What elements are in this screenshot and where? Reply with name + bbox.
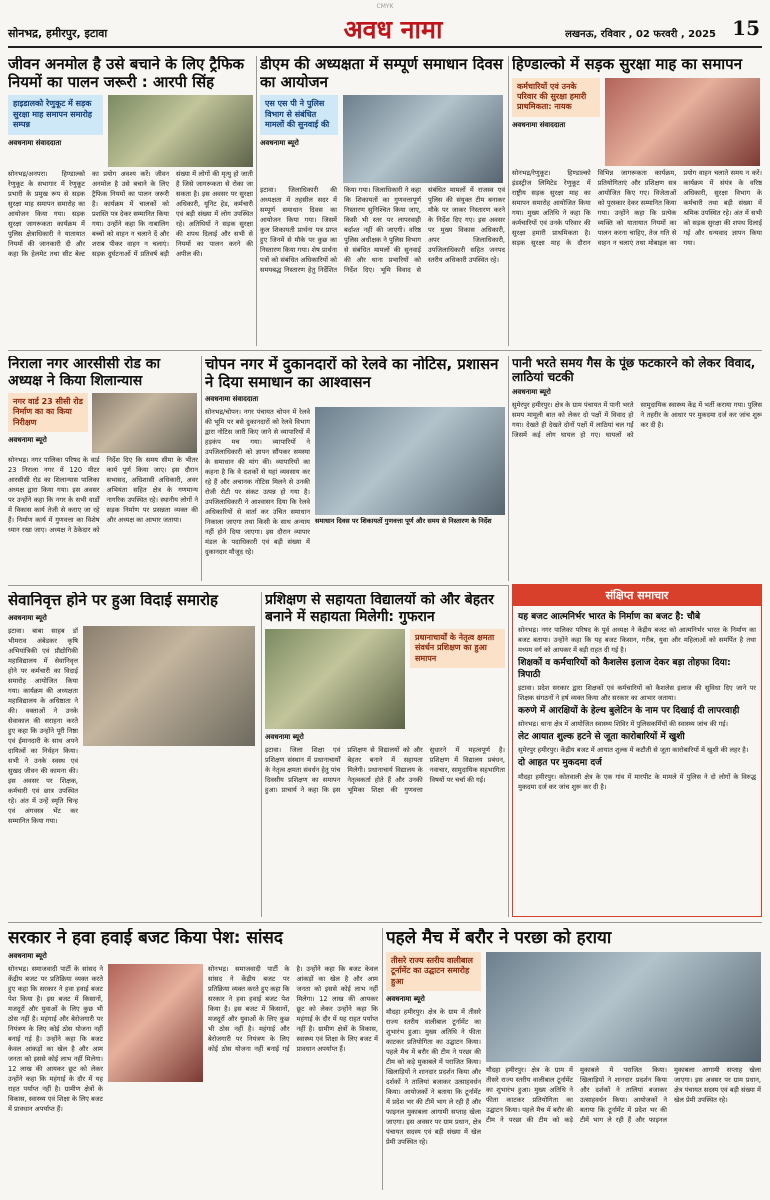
photo <box>265 629 405 729</box>
article-body: सोनभद्र/अनपरा। हिण्डाल्को रेणुकूट के सभागार में रेणुकूट प्रभारी के प्रमुख रूप से सड़क सुरक्षा माह समापन समारोह का आयोजन किया गया। सड़क सुरक्षा जागरूकता कार्यक्रम में पुलिस क्षेत्राधिकारी ने यातायात नियमों की जानकारी दी और कहा कि हेलमेट तथा सीट बेल्ट का प्रयोग अवश्य करें। जीवन अनमोल है उसे बचाने के लिए ट्रैफिक नियमों का पालन जरूरी है। कार्यक्रम में चालकों को प्रशस्ति पत्र देकर सम्मानित किया गया। उन्होंने कहा कि नाबालिग बच्चों को वाहन न चलाने दें और शराब पीकर वाहन न चलाएं। सड़क दुर्घटनाओं में प्रतिवर्ष बड़ी संख्या में लोगों की मृत्यु हो जाती है जिसे जागरूकता से रोका जा सकता है। इस अवसर पर सुरक्षा अधिकारी, यूनिट हेड, कर्मचारी एवं बड़ी संख्या में लोग उपस्थित रहे। अतिथियों ने सड़क सुरक्षा की शपथ दिलाई और सभी से नियमों का पालन करने की अपील की। <box>8 170 253 259</box>
photo <box>108 95 253 167</box>
brief-text: इटावा। प्रदेश सरकार द्वारा शिक्षकों एवं कर्मचारियों को कैशलेस इलाज की सुविधा दिए जाने पर शिक्षक संगठनों ने हर्ष व्यक्त किया और सरकार का आभार जताया। <box>518 683 756 702</box>
article-body: सोनभद्र/चोपन। नगर पंचायत चोपन में रेलवे की भूमि पर बसे दुकानदारों को रेलवे विभाग द्वारा नोटिस जारी किए जाने से व्यापारियों में हड़कंप मच गया। व्यापारियों ने उपजिलाधिकारी को ज्ञापन सौंपकर समस्या के समाधान की मांग की। व्यापारियों का कहना है कि वे दशकों से यहां व्यवसाय कर रहे हैं और अचानक नोटिस मिलने से उनकी रोजी रोटी पर संकट उत्पन्न हो गया है। उपजिलाधिकारी ने आश्वासन दिया कि रेलवे अधिकारियों से वार्ता कर उचित समाधान निकाला जाएगा तथा किसी के साथ अन्याय नहीं होने दिया जाएगा। इस दौरान व्यापार मंडल के पदाधिकारी एवं बड़ी संख्या में दुकानदार मौजूद रहे। <box>205 408 310 557</box>
article-budget-sansad <box>8 928 378 1190</box>
cmyk-mark: CMYK <box>376 3 394 10</box>
article-body: सुमेरपुर हमीरपुर। क्षेत्र के ग्राम पंचायत में पानी भरते समय मामूली बात को लेकर दो पक्षों में विवाद हो गया। देखते ही देखते दोनों पक्षों में लाठियां चल गईं जिसमें कई लोग घायल हो गए। घायलों को सामुदायिक स्वास्थ्य केंद्र में भर्ती कराया गया। पुलिस ने तहरीर के आधार पर मुकदमा दर्ज कर जांच शुरू कर दी है। <box>512 401 762 440</box>
brief-text: सुमेरपुर हमीरपुर। केंद्रीय बजट में आयात शुल्क में कटौती से जूता कारोबारियों में खुशी की लहर है। <box>518 746 749 755</box>
subheading: तीसरे राज्य स्तरीय वालीबाल टूर्नामेंट का उद्घाटन समारोह हुआ <box>386 952 481 991</box>
photo <box>92 393 197 453</box>
byline: अवधनामा ब्यूरो <box>386 995 425 1004</box>
brief-headline: दो आहत पर मुकदमा दर्ज <box>518 758 602 769</box>
article-pani-vivad <box>512 356 762 581</box>
article-hindalco <box>512 56 762 346</box>
brief-headline: शिक्षकों व कर्मचारियों को कैशलेस इलाज देकर बड़ा तोहफा दिया: त्रिपाठी <box>518 658 731 680</box>
article-chopan-notice <box>205 356 505 581</box>
brief-text: सोनभद्र। थाना क्षेत्र में आयोजित स्वास्थ्य शिविर में पुलिसकर्मियों की स्वास्थ्य जांच की गई। <box>518 720 729 728</box>
byline: अवधनामा ब्यूरो <box>265 733 304 742</box>
photo-caption: समाधान दिवस पर शिकायतों गुणवत्ता पूर्ण और समय से निस्तारण के निर्देश <box>315 517 492 526</box>
article-body: इटावा। जिला शिक्षा एवं प्रशिक्षण संस्थान में प्रधानाचार्यों के नेतृत्व क्षमता संवर्धन हेतु पांच दिवसीय प्रशिक्षण का समापन हुआ। प्राचार्य ने कहा कि इस प्रशिक्षण से विद्यालयों को और बेहतर बनाने में सहायता मिलेगी। प्रधानाचार्य विद्यालय के नेतृत्वकर्ता होते हैं और उनकी भूमिका शिक्षा की गुणवत्ता सुधारने में महत्वपूर्ण है। प्रशिक्षण में विद्यालय प्रबंधन, नवाचार, सामुदायिक सहभागिता विषयों पर चर्चा की गई। <box>265 746 505 795</box>
photo <box>343 95 503 183</box>
brief-text: सोनभद्र। नगर पालिका परिषद के पूर्व अध्यक्ष ने केंद्रीय बजट को आत्मनिर्भर भारत के निर्माण का बजट बताया। उन्होंने कहा कि यह बजट किसान, गरीब, युवा और महिलाओं को समर्पित है तथा मध्यम वर्ग को आयकर में बड़ी राहत दी गई है। <box>518 626 756 655</box>
article-body: सोनभद्र/रेणुकूट। हिण्डाल्को इंडस्ट्रीज लिमिटेड रेणुकूट में राष्ट्रीय सड़क सुरक्षा माह का समापन समारोह आयोजित किया गया। मुख्य अतिथि ने कहा कि कर्मचारियों एवं उनके परिवार की सुरक्षा हमारी प्राथमिकता है। सड़क सुरक्षा माह के दौरान विभिन्न जागरूकता कार्यक्रम, प्रतियोगिताएं और प्रशिक्षण सत्र आयोजित किए गए। विजेताओं को पुरस्कार देकर सम्मानित किया गया। उन्होंने कहा कि प्रत्येक व्यक्ति को यातायात नियमों का पालन करना चाहिए, तेज गति से वाहन न चलाएं तथा मोबाइल का प्रयोग वाहन चलाते समय न करें। कार्यक्रम में संयंत्र के वरिष्ठ अधिकारी, सुरक्षा विभाग के कर्मचारी तथा बड़ी संख्या में श्रमिक उपस्थित रहे। अंत में सभी को सड़क सुरक्षा की शपथ दिलाई गई और धन्यवाद ज्ञापन किया गया। <box>512 168 762 247</box>
byline: अवधनामा संवाददाता <box>8 138 62 147</box>
match-photo <box>486 952 761 1062</box>
headline: डीएम की अध्यक्षता में सम्पूर्ण समाधान दिवस का आयोजन <box>260 56 503 91</box>
article-prashikshan <box>265 592 505 917</box>
edition-location: सोनभद्र, हमीरपुर, इटावा <box>8 27 108 40</box>
headline: जीवन अनमोल है उसे बचाने के लिए ट्रैफिक नियमों का पालन जरूरी : आरपी सिंह <box>8 56 245 91</box>
headline: प्रशिक्षण से सहायता विद्यालयों को और बेहतर बनाने में सहायता मिलेगी: गुफरान <box>265 592 494 625</box>
article-body-cont: सोनभद्र। समाजवादी पार्टी के सांसद ने केंद्रीय बजट पर प्रतिक्रिया व्यक्त करते हुए कहा कि सरकार ने हवा हवाई बजट पेश किया है। इस बजट में किसानों, मजदूरों और युवाओं के लिए कुछ भी ठोस नहीं है। महंगाई और बेरोजगारी पर नियंत्रण के लिए कोई ठोस योजना नहीं बनाई गई है। उन्होंने कहा कि बजट केवल आंकड़ों का खेल है और आम जनता को इससे कोई लाभ नहीं मिलेगा। 12 लाख की आयकर छूट को लेकर उन्होंने कहा कि महंगाई के दौर में यह राहत पर्याप्त नहीं है। ग्रामीण क्षेत्रों के विकास, स्वास्थ्य एवं शिक्षा के लिए बजट में प्रावधान अपर्याप्त हैं। <box>208 965 378 1054</box>
headline: हिण्डाल्को में सड़क सुरक्षा माह का समापन <box>512 56 743 73</box>
brief-text: मौदहा हमीरपुर। कोतवाली क्षेत्र के एक गांव में मारपीट के मामले में पुलिस ने दो लोगों के विरुद्ध मुकदमा दर्ज कर जांच शुरू कर दी है। <box>518 772 756 791</box>
mp-photo <box>108 964 203 1082</box>
subheading: हाइडालको रेणुकूट में सड़क सुरक्षा माह समापन समारोह सम्पन्न <box>8 95 103 134</box>
brief-headline: लेट आयात शुल्क हटने से जूता कारोबारियों में खुशी <box>518 732 685 742</box>
byline: अवधनामा ब्यूरो <box>260 138 299 147</box>
headline: सेवानिवृत्त होने पर हुआ विदाई समारोह <box>8 592 218 609</box>
article-nirala-nagar <box>8 356 198 581</box>
brief-news-box <box>512 584 762 917</box>
subheading: एस एस पी ने पुलिस विभाग से संबंधित मामलों की सुनवाई की <box>260 95 338 134</box>
headline: चोपन नगर में दुकानदारों को रेलवे का नोटिस, प्रशासन ने दिया समाधान का आश्वासन <box>205 356 499 391</box>
subheading: कर्मचारियों एवं उनके परिवार की सुरक्षा हमारी प्राथमिकता: नायक <box>512 78 600 117</box>
box-title: संक्षिप्त समाचार <box>513 585 761 606</box>
article-body: इटावा। जिलाधिकारी की अध्यक्षता में तहसील सदर में सम्पूर्ण समाधान दिवस का आयोजन किया गया। जिसमें कुल शिकायती प्रार्थना पत्र प्राप्त हुए जिनमें से मौके पर कुछ का निस्तारण किया गया। शेष प्रार्थना पत्रों को संबंधित अधिकारियों को समयबद्ध निस्तारण हेतु निर्देशित किया गया। जिलाधिकारी ने कहा कि शिकायतों का गुणवत्तापूर्ण निस्तारण सुनिश्चित किया जाए, किसी भी स्तर पर लापरवाही बर्दाश्त नहीं की जाएगी। वरिष्ठ पुलिस अधीक्षक ने पुलिस विभाग से संबंधित मामलों की सुनवाई की और थाना प्रभारियों को निर्देश दिए। भूमि विवाद से संबंधित मामलों में राजस्व एवं पुलिस की संयुक्त टीम बनाकर मौके पर जाकर निस्तारण करने के निर्देश दिए गए। इस अवसर पर मुख्य विकास अधिकारी, अपर जिलाधिकारी, उपजिलाधिकारी सहित जनपद स्तरीय अधिकारी उपस्थित रहे। <box>260 186 505 275</box>
article-volleyball <box>386 928 762 1190</box>
article-body: सोनभद्र। समाजवादी पार्टी के सांसद ने केंद्रीय बजट पर प्रतिक्रिया व्यक्त करते हुए कहा कि सरकार ने हवा हवाई बजट पेश किया है। इस बजट में किसानों, मजदूरों और युवाओं के लिए कुछ भी ठोस नहीं है। महंगाई और बेरोजगारी पर नियंत्रण के लिए कोई ठोस योजना नहीं बनाई गई है। उन्होंने कहा कि बजट केवल आंकड़ों का खेल है और आम जनता को इससे कोई लाभ नहीं मिलेगा। 12 लाख की आयकर छूट को लेकर उन्होंने कहा कि महंगाई के दौर में यह राहत पर्याप्त नहीं है। ग्रामीण क्षेत्रों के विकास, स्वास्थ्य एवं शिक्षा के लिए बजट में प्रावधान अपर्याप्त हैं। <box>8 965 103 1114</box>
subheading: प्रधानाचार्यों के नेतृत्व क्षमता संवर्धन प्रशिक्षण का हुआ समापन <box>410 629 505 668</box>
byline: अवधनामा ब्यूरो <box>8 436 47 445</box>
headline: निराला नगर आरसीसी रोड का अध्यक्ष ने किया शिलान्यास <box>8 356 161 389</box>
byline: अवधनामा संवाददाता <box>205 395 259 404</box>
masthead <box>8 12 762 48</box>
photo <box>83 626 255 746</box>
byline: अवधनामा ब्यूरो <box>512 388 551 397</box>
article-body: इटावा। बाबा साहब डॉ भीमराव अंबेडकर कृषि अभियांत्रिकी एवं प्रौद्योगिकी महाविद्यालय में सेवानिवृत्त होने पर कर्मचारी का विदाई समारोह आयोजित किया गया। कार्यक्रम की अध्यक्षता महाविद्यालय के अधिष्ठाता ने की। वक्ताओं ने उनके सेवाकाल की सराहना करते हुए कहा कि उन्होंने पूरी निष्ठा एवं ईमानदारी के साथ अपने दायित्वों का निर्वहन किया। सभी ने उनके स्वस्थ एवं सुखद जीवन की कामना की। इस अवसर पर शिक्षक, कर्मचारी एवं छात्र उपस्थित रहे। अंत में उन्हें स्मृति चिन्ह एवं अंगवस्त्र भेंट कर सम्मानित किया गया। <box>8 626 78 825</box>
newspaper-logo: अवध नामा <box>343 15 443 44</box>
article-body: सोनभद्र। नगर पालिका परिषद के वार्ड 23 निराला नगर में 120 मीटर आरसीसी रोड का शिलान्यास पालिका अध्यक्ष द्वारा किया गया। इस अवसर पर उन्होंने कहा कि नगर के सभी वार्डों में विकास कार्य तेजी से कराए जा रहे हैं। निर्माण कार्य में गुणवत्ता का विशेष ध्यान रखा जाए। अध्यक्ष ने ठेकेदार को निर्देश दिए कि समय सीमा के भीतर कार्य पूर्ण किया जाए। इस दौरान सभासद, अधिशासी अधिकारी, अवर अभियंता सहित क्षेत्र के गणमान्य नागरिक उपस्थित रहे। स्थानीय लोगों ने सड़क निर्माण पर प्रसन्नता व्यक्त की और अध्यक्ष का आभार जताया। <box>8 456 198 535</box>
headline: पहले मैच में बरौर ने परछा को हराया <box>386 928 612 948</box>
headline: सरकार ने हवा हवाई बजट किया पेश: सांसद <box>8 928 283 948</box>
brief-headline: यह बजट आत्मनिर्भर भारत के निर्माण का बजट है: चौबे <box>518 612 701 622</box>
brief-headline: करुणे में आरक्षियों के हेल्थ बुलेटिन के नाम पर दिखाई दी लापरवाही <box>518 705 740 716</box>
photo <box>315 407 505 515</box>
photo <box>605 78 760 166</box>
article-vidai-samaroh <box>8 592 258 917</box>
article-body: मौदहा हमीरपुर। क्षेत्र के ग्राम में तीसरे राज्य स्तरीय वालीबाल टूर्नामेंट का शुभारंभ हुआ। मुख्य अतिथि ने फीता काटकर प्रतियोगिता का उद्घाटन किया। पहले मैच में बरौर की टीम ने परछा की टीम को कड़े मुकाबले में पराजित किया। खिलाड़ियों ने शानदार प्रदर्शन किया और दर्शकों ने तालियां बजाकर उत्साहवर्धन किया। आयोजकों ने बताया कि टूर्नामेंट में प्रदेश भर की टीमें भाग ले रही हैं और फाइनल मुकाबला आगामी सप्ताह खेला जाएगा। इस अवसर पर ग्राम प्रधान, क्षेत्र पंचायत सदस्य एवं बड़ी संख्या में खेल प्रेमी उपस्थित रहे। <box>386 1008 481 1147</box>
headline: पानी भरते समय गैस के पूंछ फटकारने को लेकर विवाद, लाठियां चटकी <box>512 356 756 385</box>
page-number: 15 <box>732 16 760 40</box>
article-rp-singh <box>8 56 253 346</box>
subheading: नगर वार्ड 23 सीसी रोड निर्माण का का किया निरीक्षण <box>8 393 88 432</box>
edition-date: लखनऊ, रविवार , 02 फरवरी , 2025 <box>565 29 716 40</box>
byline: अवधनामा ब्यूरो <box>8 613 47 622</box>
byline: अवधनामा संवाददाता <box>512 120 566 129</box>
article-dm-samadhan <box>260 56 505 346</box>
article-body-cont: मौदहा हमीरपुर। क्षेत्र के ग्राम में तीसरे राज्य स्तरीय वालीबाल टूर्नामेंट का शुभारंभ हुआ। मुख्य अतिथि ने फीता काटकर प्रतियोगिता का उद्घाटन किया। पहले मैच में बरौर की टीम ने परछा की टीम को कड़े मुकाबले में पराजित किया। खिलाड़ियों ने शानदार प्रदर्शन किया और दर्शकों ने तालियां बजाकर उत्साहवर्धन किया। आयोजकों ने बताया कि टूर्नामेंट में प्रदेश भर की टीमें भाग ले रही हैं और फाइनल मुकाबला आगामी सप्ताह खेला जाएगा। इस अवसर पर ग्राम प्रधान, क्षेत्र पंचायत सदस्य एवं बड़ी संख्या में खेल प्रेमी उपस्थित रहे। <box>486 1066 761 1125</box>
byline: अवधनामा ब्यूरो <box>8 952 47 961</box>
